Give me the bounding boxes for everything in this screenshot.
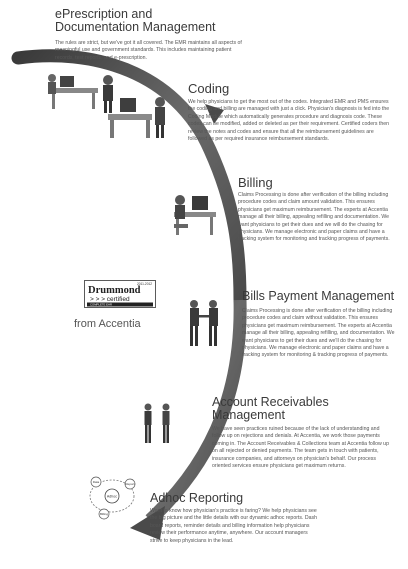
billing-workstation-illustration <box>168 186 230 238</box>
section-title-bills-payment: Bills Payment Management <box>242 289 395 303</box>
handshake-illustration <box>184 298 224 350</box>
section-body-account-receivables: We have seen practices ruined because of the lack of understanding and follow up on rejections and denials. At Accentia, we work those payments coming in. The Account Receivables & Collections team at Accentia follow up on all rejected or denied payments. The team gets in touch with patients, insurance companies, and attorneys on physician's behalf. Our process oriented services ensure physicians get maximum returns. <box>212 426 389 469</box>
badge-year: 2011-2012 <box>137 282 153 286</box>
badge-sub: COMPLETE EHR <box>90 302 113 307</box>
section-title-eprescription: ePrescription and Documentation Management <box>55 7 216 35</box>
section-body-coding: We help physicians to get the most out of the codes. Integrated EMR and PMS ensures the coding and billing are managed with just a click. Physician's diagnosis is fed into the Coding Module which automatically generates procedure and diagnosis code. These codes can be modified, added or deleted as per their requirement. Certified coders then review the notes and codes and ensure that all the reimbursement guidelines are followed as per required insurance reimbursement standards. <box>188 99 390 142</box>
diagram-node-1: Data <box>92 480 100 485</box>
section-body-adhoc-reporting: Want to know how physician's practice is faring? We help physicians see the big picture and the little details with our dynamic adhoc reports. Dash board reports, reminder details and billing information help physicians review their performance anytime, anywhere. Our account managers strive to keep physicians in the lead. <box>150 508 317 544</box>
badge-name: Drummond <box>88 285 141 296</box>
from-accentia-text: from Accentia <box>74 318 141 330</box>
section-body-eprescription: The rules are strict, but we've got it all covered. The EMR maintains all aspects of meaningful use and government standards. This includes maintaining patient records, test reports, and e-prescription. <box>55 40 242 61</box>
section-body-bills-payment: Claims Processing is done after verification of the billing including procedure codes and claim without validation. This ensures physicians get maximum reimbursement. The experts at Accentia manage all their billing, appealing refilling, and documentation. We want physicians to get their dues and we'll do the chasing for physicians. We manage electronic and paper claims and have a tracking system for monitoring & tracking progress of payments. <box>242 308 395 359</box>
badge-certified: > > > certified <box>90 296 130 303</box>
adhoc-cycle-diagram <box>80 470 144 522</box>
section-title-account-receivables: Account Receivables Management <box>212 395 329 423</box>
drummond-certified-badge <box>84 280 156 308</box>
diagram-center-label: Adhoc <box>106 494 118 499</box>
diagram-node-3: Billing <box>99 512 109 517</box>
section-title-coding: Coding <box>188 81 230 96</box>
section-body-billing: Claims Processing is done after verification of the billing including procedure codes and claim amount validation. This ensures physicians get maximum reimbursement. The experts at Accentia manage all their billing, appealing refilling and documentation. We want physicians to get their dues and we will do the chasing for physicians. We manage electronic and paper claims and have a tracking system for monitoring and tracking progress of payments. <box>238 192 390 243</box>
diagram-node-2: Report <box>125 482 135 487</box>
colleagues-standing-illustration <box>140 402 176 446</box>
section-title-adhoc-reporting: Adhoc Reporting <box>150 491 244 505</box>
section-title-billing: Billing <box>238 175 273 190</box>
coding-desk-illustration <box>104 86 174 141</box>
